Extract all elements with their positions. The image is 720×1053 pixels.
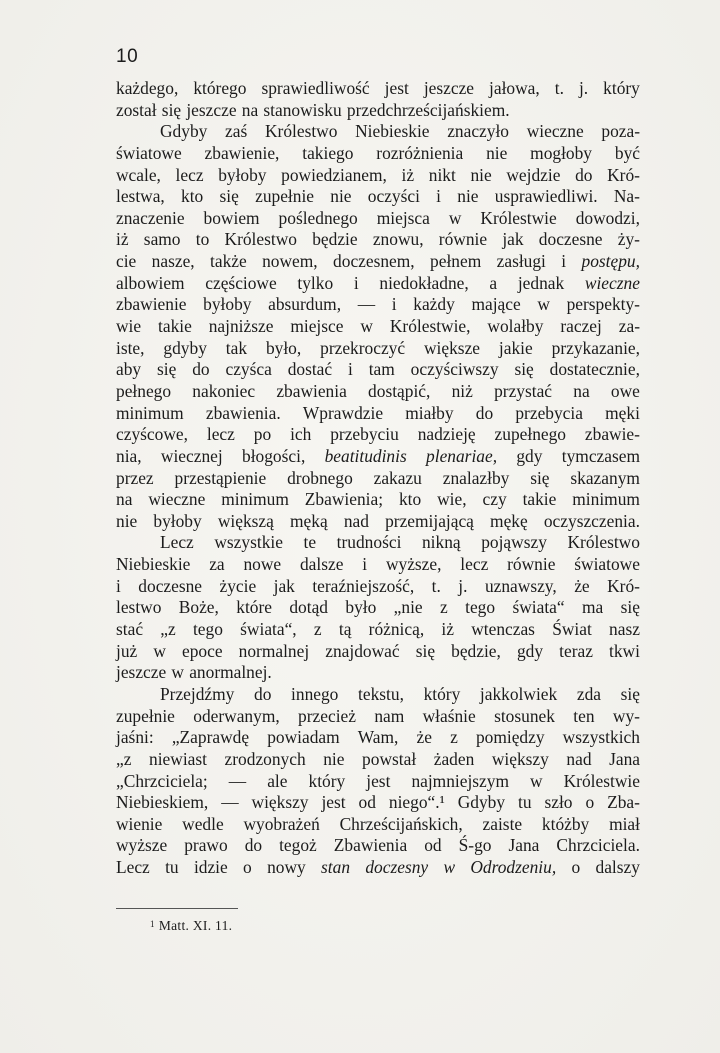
- text-line: na wieczne minimum Zbawienia; kto wie, czy takie minimum: [116, 489, 640, 510]
- page-number: 10: [116, 46, 139, 67]
- text-line: znaczenie bowiem poślednego miejsca w Królestwie dowodzi,: [116, 207, 640, 228]
- footnote-rule: [116, 908, 238, 909]
- text-line: Lecz wszystkie te trudności nikną pojąwszy Królestwo: [160, 532, 640, 553]
- text-line: Przejdźmy do innego tekstu, który jakkolwiek zda się: [160, 683, 640, 704]
- text-line: albowiem częściowe tylko i niedokładne, a jednak wieczne: [116, 272, 640, 293]
- text-line: nie byłoby większą męką nad przemijającą mękę oczyszczenia.: [116, 510, 640, 531]
- text-line: wyższe prawo do tegoż Zbawienia od Ś-go Jana Chrzciciela.: [116, 835, 640, 856]
- text-line: wcale, lecz byłoby powiedzianem, iż nikt nie wejdzie do Kró-: [116, 164, 640, 185]
- text-line: iste, gdyby tak było, przekroczyć większe jakie przykazanie,: [116, 337, 640, 358]
- text-line: Gdyby zaś Królestwo Niebieskie znaczyło wieczne poza-: [160, 121, 640, 142]
- text-line: już w epoce normalnej znajdować się będzie, gdy teraz tkwi: [116, 640, 640, 661]
- text-line: czyścowe, lecz po ich przebyciu nadzieję zupełnego zbawie-: [116, 424, 640, 445]
- text-line: i doczesne życie jak teraźniejszość, t. j. uznawszy, że Kró-: [116, 575, 640, 596]
- text-line: zupełnie oderwanym, przecież nam właśnie stosunek ten wy-: [116, 705, 640, 726]
- text-line: cie nasze, także nowem, doczesnem, pełnem zasługi i postępu,: [116, 251, 640, 272]
- text-line: „z niewiast zrodzonych nie powstał żaden większy nad Jana: [116, 748, 640, 769]
- footnote-marker: 1: [150, 919, 155, 929]
- text-line: lestwa, kto się zupełnie nie oczyści i nie usprawiedliwi. Na-: [116, 186, 640, 207]
- text-line: wienie wedle wyobrażeń Chrześcijańskich, zaiste któżby miał: [116, 813, 640, 834]
- text-line: iż samo to Królestwo będzie znowu, równie jak doczesne ży-: [116, 229, 640, 250]
- text-line: Niebieskiem, — większy jest od niego“.¹ Gdyby tu szło o Zba-: [116, 792, 640, 813]
- text-line: pełnego nakoniec zbawienia dostąpić, niż przystać na owe: [116, 380, 640, 401]
- text-line: każdego, którego sprawiedliwość jest jeszcze jałowa, t. j. który: [116, 78, 640, 98]
- footnote-text: Matt. XI. 11.: [158, 918, 233, 933]
- text-line: jaśni: „Zaprawdę powiadam Wam, że z pomiędzy wszystkich: [116, 727, 640, 748]
- text-line: przez przestąpienie drobnego zakazu znalazłby się skazanym: [116, 467, 640, 488]
- text-line: aby się do czyśca dostać i tam oczyściwszy się dostatecznie,: [116, 359, 640, 380]
- body-text: [116, 78, 640, 879]
- text-line: „Chrzciciela; — ale który jest najmniejszym w Królestwie: [116, 770, 640, 791]
- text-line: Lecz tu idzie o nowy stan doczesny w Odrodzeniu, o dalszy: [116, 857, 640, 878]
- text-line: nia, wiecznej błogości, beatitudinis plenariae, gdy tymczasem: [116, 445, 640, 466]
- text-line: wie takie najniższe miejsce w Królestwie, wolałby raczej za-: [116, 316, 640, 337]
- text-line: lestwo Boże, które dotąd było „nie z tego świata“ ma się: [116, 597, 640, 618]
- text-line: jeszcze w anormalnej.: [116, 662, 272, 683]
- text-line: Niebieskie za nowe dalsze i wyższe, lecz równie światowe: [116, 554, 640, 575]
- text-line: zbawienie byłoby absurdum, — i każdy mające w perspekty-: [116, 294, 640, 315]
- text-line: światowe zbawienie, takiego rozróżnienia nie mogłoby być: [116, 142, 640, 163]
- text-line: stać „z tego świata“, z tą różnicą, iż wtenczas Świat nasz: [116, 619, 640, 640]
- footnote: [150, 918, 232, 934]
- text-line: minimum zbawienia. Wprawdzie miałby do przebycia męki: [116, 402, 640, 423]
- text-line: został się jeszcze na stanowisku przedchrześcijańskiem.: [116, 99, 510, 120]
